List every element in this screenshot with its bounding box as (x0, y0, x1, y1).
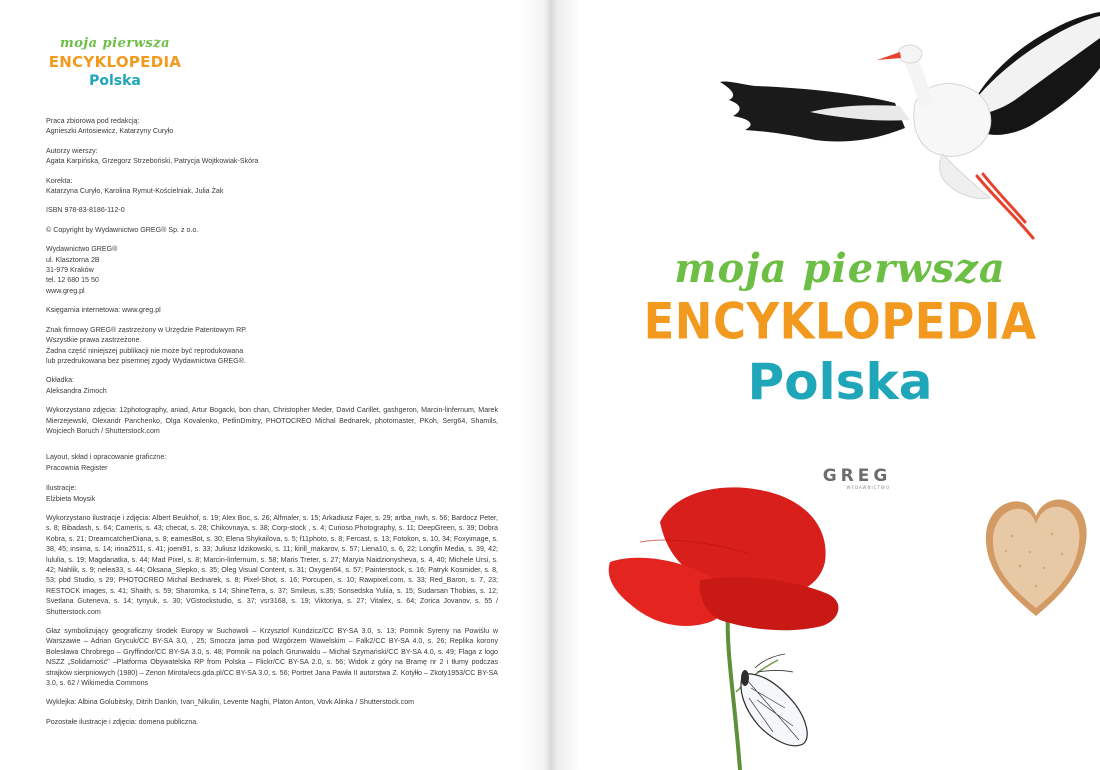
credit-group (46, 225, 498, 235)
title-line-polska: Polska (747, 353, 933, 411)
cover-photos-credit: Wykorzystano zdjęcia: 12photography, aniad, Artur Bogacki, bon chan, Christopher Meder, David Carillet, gashgeron, Marcin-linfernum, Marek Mierzejewski, Olexandr Panchenko, Olga Kovalenko, PetlinDmitry, PHOTOCREO Michal Bednarek, photomaster, PKoh, Serg64, Shamils, Wojciech Boruch / Shutterstock.com (46, 406, 498, 435)
credit-line: Praca zbiorowa pod redakcją: (46, 117, 140, 125)
credit-group (46, 205, 498, 215)
stork-tail (940, 154, 990, 198)
credit-line: Wszystkie prawa zastrzeżone. (46, 336, 142, 345)
credit-line: Okładka: (46, 376, 74, 385)
credit-line: Wydawnictwo GREG® (46, 245, 118, 254)
credit-line: Korekta: (46, 176, 73, 185)
title-line-encyklopedia: ENCYKLOPEDIA (643, 292, 1037, 351)
credit-group (46, 146, 498, 167)
credit-line: tel. 12 680 15 50 (46, 276, 99, 285)
book-gutter (520, 0, 580, 770)
logo-line-moja: moja pierwsza (59, 36, 171, 51)
credit-group (46, 325, 498, 367)
credit-group (46, 116, 498, 137)
credit-group (46, 375, 498, 396)
credit-line: Żadna część niniejszej publikacji nie może być reprodukowana (46, 346, 244, 355)
stork-neck (910, 58, 925, 100)
credit-line: www.greg.pl (46, 286, 85, 295)
credit-group (46, 176, 498, 197)
gingerbread-heart-photo (982, 496, 1090, 620)
credit-group (46, 244, 498, 296)
credit-line: ISBN 978-83-8186-112-0 (46, 206, 125, 215)
credit-group (46, 305, 498, 315)
cover-title (640, 245, 1040, 413)
credit-groups (46, 116, 498, 396)
credit-line: lub przedrukowana bez pisemnej zgody Wydawnictwa GREG®. (46, 356, 246, 365)
illustrations-label: Ilustracje: (46, 484, 77, 493)
publisher-logo-text: GREG (822, 466, 892, 486)
illustrations-credit (46, 483, 498, 504)
butterfly-photo (715, 648, 825, 748)
title-line-moja: moja pierwsza (674, 245, 1006, 292)
stork-beak (877, 52, 901, 60)
logo-line-encyklopedia: ENCYKLOPEDIA (48, 53, 182, 71)
layout-credit (46, 452, 498, 473)
stork-head (898, 45, 922, 63)
illustration-photos-credit: Wykorzystano ilustracje i zdjęcia: Albert Beukhof, s. 19; Alex Boc, s. 26; Alfmaler, s. 15; Arkadiusz Fajer, s. 29; artba_nwh, s. 56; Bardocz Peter, s. 8; Bibadash, s. 64; Cameris, s. 43; checat, s. 28; Chikovnaya, s. 38; Corp-stock , s. 4; Curioso.Photography, s. 11; DeepGreen, s. 39; Dobra Kobra, s. 21; DreamcatcherDiana, s. 8; eamesBot, s. 30; Elena Shykailova, s. 5; f11photo, s. 8; Fercast, s. 13; Fotokon, s. 10, 34; Foxyimage, s. 38, 45; insima, s. 14; irina2511, s. 41; joeni91, s. 33; Juliusz Idzikowski, s. 11; kirill_makarov, s. 57; Liena10, s. 6, 22; Longfin Media, s. 39, 42; lululia, s. 19; Magdanatka, s. 44; Mad Pixel, s. 8; Marcin-linfernum, s. 58; Maris Treter, s. 27; Maryia Naidzionysheva, s. 4, 40; Michele Ursi, s. 42; Nahlik, s. 9; nelea33, s. 44; Oksana_Slepko, s. 35; Oleg Visual Content, s. 31; Oxygen64, s. 57; Painterstock, s. 16; Patryk Kosmider, s. 8, 53; pbd Studio, s 29; PHOTOCREO Michal Bednarek, s. 8; Pixel-Shot, s. 16; Porcupen, s. 10; Rawpixel.com, s. 33; Red_Baron, s. 7, 23; RESTOCK images, s. 41; Shaith, s. 59; Sharomka, s 14; ShineTerra, s. 37; Smileus, s.35; Sonsedska Yuliia, s. 15; Sudarsan Thobias, s. 12; Svetlana Guteneva, s. 14; tynyuk, s. 30; VGstockstudio, s. 37; vsr3168, s. 19; Viktoriya, s. 27; Vitalex, s. 64; Zorica Jovanov, s. 55 / Shutterstock.com (46, 513, 498, 616)
left-page (0, 0, 548, 770)
credit-line: © Copyright by Wydawnictwo GREG® Sp. z o.o. (46, 225, 199, 234)
stork-legs (977, 174, 1033, 238)
credit-line: 31-979 Kraków (46, 266, 94, 275)
credit-line: ul. Klasztorna 2B (46, 255, 100, 264)
poppy-right-petal (700, 577, 839, 630)
small-title-logo (45, 36, 185, 89)
credit-line: Agata Karpińska, Grzegorz Strzeboński, Patrycja Wojtkowiak-Skóra (46, 157, 259, 166)
credit-line: Znak firmowy GREG® zastrzeżony w Urzędzie Patentowym RP. (46, 325, 248, 334)
logo-line-polska: Polska (89, 73, 141, 89)
other-credit: Pozostałe ilustracje i zdjęcia: domena publiczna. (46, 717, 199, 726)
credits-block (46, 116, 498, 736)
illustrations-value: Elżbieta Moysik (46, 494, 96, 503)
publisher-logo-sub: WYDAWNICTWO (846, 485, 890, 490)
credit-line: Autorzy wierszy: (46, 146, 98, 155)
butterfly-body (741, 670, 749, 686)
credit-line: Aleksandra Zimoch (46, 386, 107, 395)
layout-value: Pracownia Register (46, 463, 108, 472)
commons-credit: Głaz symbolizujący geograficzny środek Europy w Suchowoli – Krzysztof Kundzicz/CC BY-SA 3.0, s. 13; Pomnik Syreny na Powiślu w Warszawie – Adrian Grycuk/CC BY-SA 3.0, , 25; Smocza jama pod Wzgórzem Wawelskim – Falk2/CC BY-SA 4.0, s. 26; Replika korony Bolesława Chrobrego – Gryffindor/CC BY-SA 3.0, s. 48; Pomnik na polach Grunwaldu – Michał Szymański/CC BY-SA 4.0, s. 49; Flaga z logo NSZZ „Solidarność" –Platforma Obywatelska RP from Polska – Flickr/CC BY-SA 2.0, s. 56; Widok z góry na Bramę nr 2 i tłumy podczas strajków sierpniowych (1980) – Zenon Mirota/ecs.gda.pl/CC BY-SA 3.0, s. 56; Portret Jana Pawła II autorstwa Z. Kotyłło – Zkoty1953/CC BY-SA 3.0, s. 62 / Wikimedia Commons (46, 627, 498, 688)
cutouts-credit: Wyklejka: Albina Golubitsky, Ditrih Dankin, Ivan_Nikulin, Levente Naghi, Platon Anton, Vovk Alinka / Shutterstock.com (46, 698, 415, 707)
credit-line: Księgarnia internetowa: www.greg.pl (46, 306, 161, 315)
stork-photo (715, 8, 1100, 243)
credit-line: Katarzyna Curyło, Karolina Rymut-Kościelniak, Julia Żak (46, 187, 224, 196)
credit-line: Agnieszki Antosiewicz, Katarzyny Curyło (46, 127, 174, 136)
layout-label: Layout, skład i opracowanie graficzne: (46, 453, 167, 462)
